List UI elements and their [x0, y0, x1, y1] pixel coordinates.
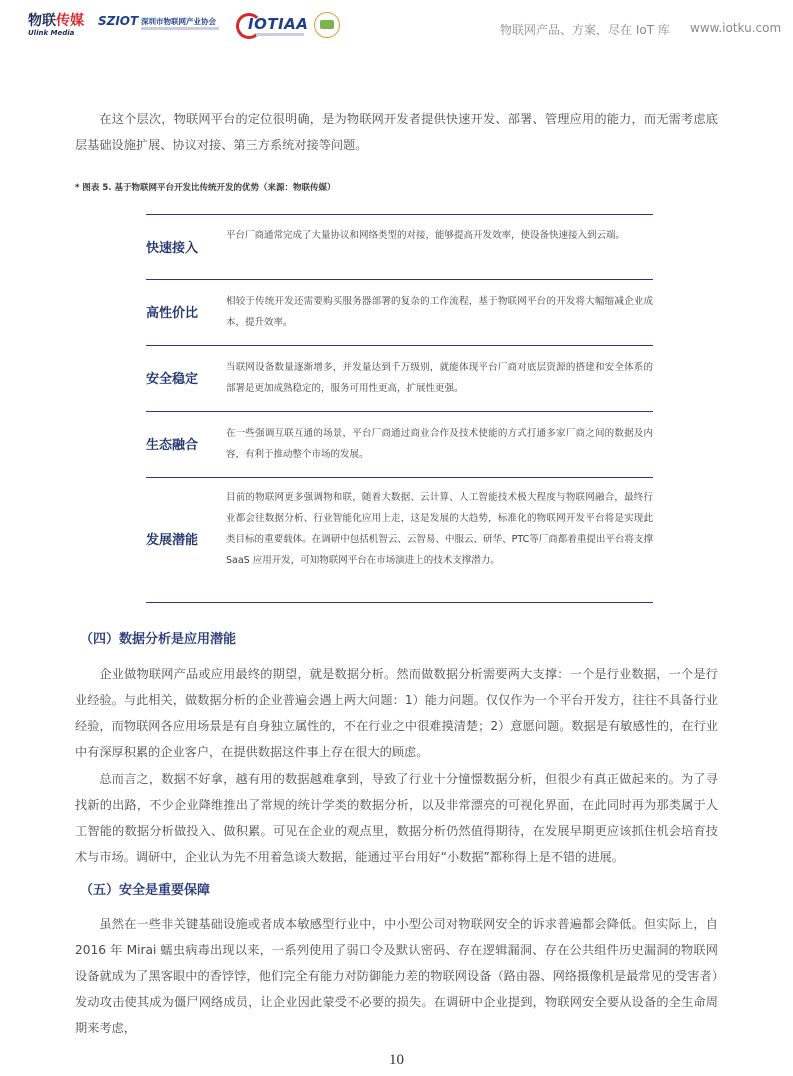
page-number: 10 [389, 1052, 404, 1068]
table-key: 生态融合 [146, 438, 199, 453]
table-row [146, 477, 653, 603]
table-value: 平台厂商通常完成了大量协议和网络类型的对接，能够提高开发效率，使设备快速接入到云端。 [226, 230, 626, 241]
figure-caption: * 图表 5. 基于物联网平台开发比传统开发的优势（来源：物联传媒） [75, 183, 336, 193]
page-header [0, 0, 793, 48]
section-heading: （四）数据分析是应用潜能 [80, 632, 237, 647]
table-row [146, 279, 653, 345]
body-paragraph: 虽然在一些非关键基础设施或者成本敏感型行业中，中小型公司对物联网安全的诉求普遍都会降低。但实际上，自2016 年 Mirai 蠕虫病毒出现以来，一系列使用了弱口令及默认密码、存在逻辑漏洞、存在公共组件历史漏洞的物联网设备就成为了黑客眼中的香饽饽，他们完全有能力对防御能力差的物联网设备（路由器、网络摄像机是最常见的受害者）发动攻击使其成为僵尸网络成员，让企业因此蒙受不必要的损失。在调研中企业提到，物联网安全要从设备的全生命周期来考虑， [75, 917, 718, 1035]
table-row [146, 411, 653, 477]
table-value: 相较于传统开发还需要购买服务器部署的复杂的工作流程，基于物联网平台的开发将大幅缩减企业成本，提升效率。 [226, 296, 653, 328]
header-tagline: 物联网产品、方案，尽在 IoT 库 [500, 23, 670, 37]
table-row [146, 214, 653, 279]
sziot-logo: SZIOT 深圳市物联网产业协会 [98, 14, 222, 38]
table-value: 当联网设备数量逐渐增多，并发量达到千万级别，就能体现平台厂商对底层资源的搭建和安全体系的部署是更加成熟稳定的，服务可用性更高，扩展性更强。 [226, 362, 653, 394]
table-key: 安全稳定 [146, 372, 199, 387]
section-heading: （五）安全是重要保障 [80, 883, 211, 898]
body-paragraph: 总而言之，数据不好拿，越有用的数据越难拿到，导致了行业十分憧憬数据分析，但很少有真正做起来的。为了寻找新的出路，不少企业降维推出了常规的统计学类的数据分析，以及非常漂亮的可视化界面，在此同时再为那类属于人工智能的数据分析做投入、做积累。可见在企业的观点里，数据分析仍然值得期待，在发展早期更应该抓住机会培育技术与市场。调研中，企业认为先不用着急谈大数据，能通过平台用好“小数据”都称得上是不错的进展。 [75, 772, 718, 864]
header-site-link[interactable]: www.iotku.com [690, 21, 782, 35]
advantages-table [146, 214, 653, 603]
table-value: 在一些强调互联互通的场景，平台厂商通过商业合作及技术使能的方式打通多家厂商之间的数据及内容，有利于推动整个市场的发展。 [226, 428, 653, 460]
iotiaa-logo: IOTIAA [234, 12, 308, 38]
table-value: 目前的物联网更多强调物和联，随着大数据、云计算、人工智能技术极大程度与物联网融合，最终行业都会往数据分析、行业智能化应用上走，这是发展的大趋势，标准化的物联网开发平台将是实现此类目标的重要载体。在调研中包括机智云、云智易、中服云、研华、PTC等厂商都着重提出平台将支撑 SaaS 应用开发，可知物联网平台在市场演进上的技术支撑潜力。 [226, 492, 653, 566]
table-key: 发展潜能 [146, 533, 199, 548]
table-key: 快速接入 [146, 241, 199, 256]
intro-paragraph: 在这个层次，物联网平台的定位很明确，是为物联网开发者提供快速开发、部署、管理应用的能力，而无需考虑底层基础设施扩展、协议对接、第三方系统对接等问题。 [75, 112, 718, 152]
body-paragraph: 企业做物联网产品或应用最终的期望，就是数据分析。然而做数据分析需要两大支撑：一个是行业数据，一个是行业经验。与此相关，做数据分析的企业普遍会遇上两大问题：1）能力问题。仅仅作为一个平台开发方，往往不具备行业经验，而物联网各应用场景是有自身独立属性的，不在行业之中很难摸清楚；2）意愿问题。数据是有敏感性的，在行业中有深厚积累的企业客户，在提供数据这件事上存在很大的顾虑。 [75, 667, 718, 759]
table-key: 高性价比 [146, 306, 199, 321]
ulink-media-logo: 物联传媒 Ulink Media [28, 13, 84, 37]
iote-logo-icon [314, 12, 340, 38]
table-row [146, 345, 653, 411]
